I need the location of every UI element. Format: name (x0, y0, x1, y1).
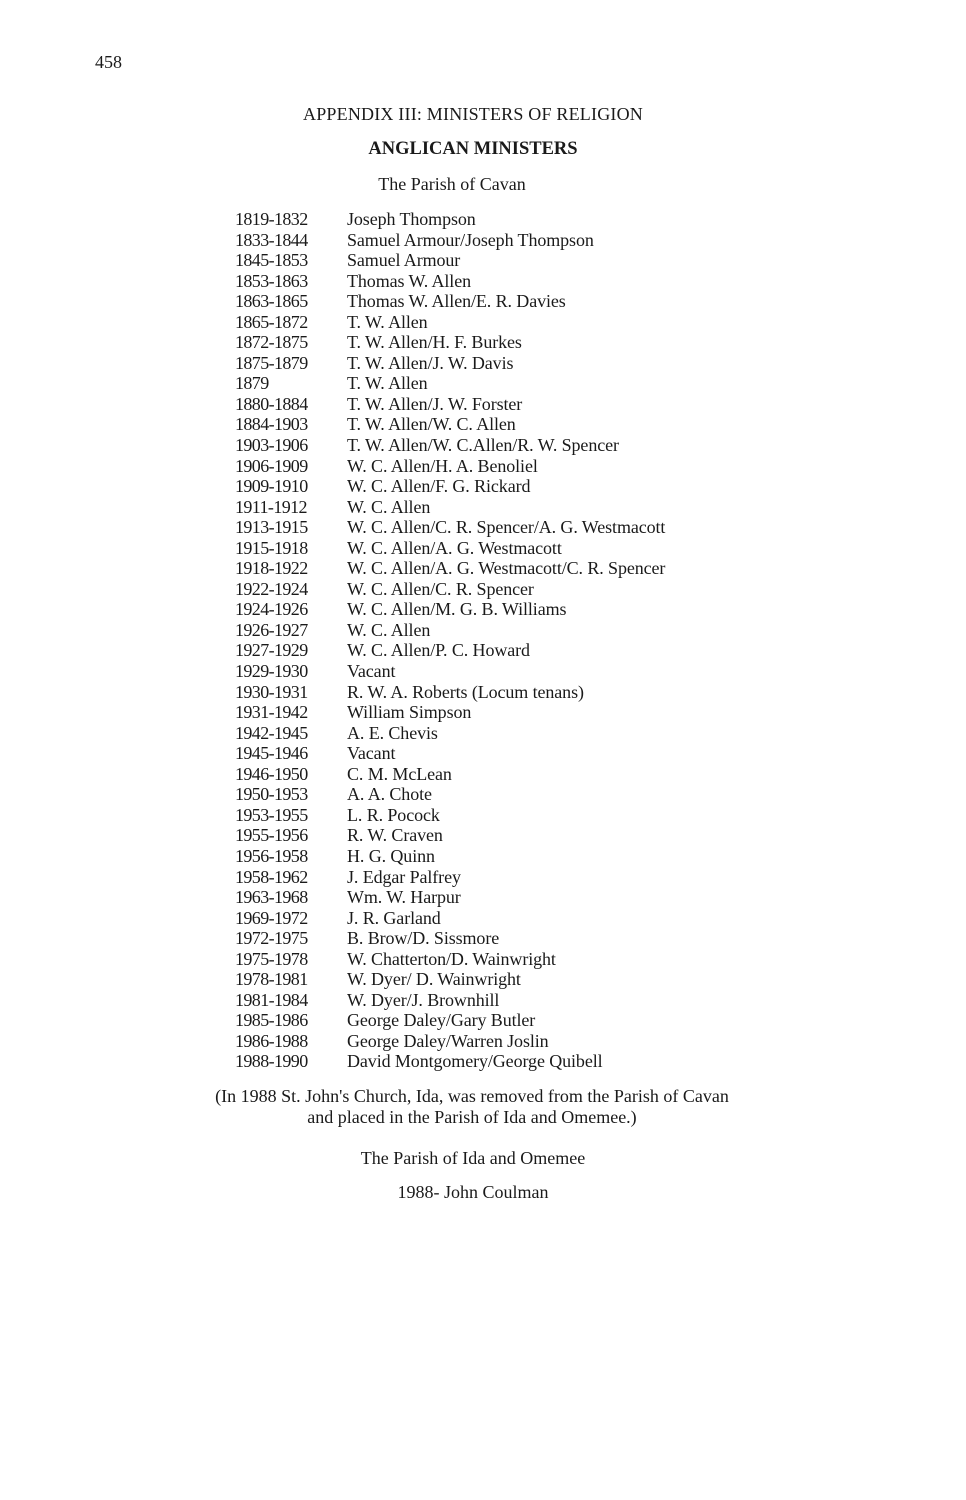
minister-years: 1929-1930 (235, 661, 308, 682)
minister-years: 1872-1875 (235, 332, 308, 353)
minister-name: H. G. Quinn (347, 845, 435, 866)
minister-row (235, 579, 665, 600)
minister-row (235, 517, 665, 538)
minister-name: Wm. W. Harpur (347, 887, 461, 908)
minister-name: W. C. Allen/F. G. Rickard (347, 476, 531, 497)
minister-row (235, 949, 665, 970)
minister-years: 1865-1872 (235, 311, 308, 332)
minister-years: 1958-1962 (235, 866, 308, 887)
minister-row (235, 702, 665, 723)
minister-row (235, 558, 665, 579)
minister-years: 1988-1990 (235, 1051, 308, 1072)
minister-name: Samuel Armour/Joseph Thompson (347, 229, 594, 250)
minister-years: 1909-1910 (235, 476, 308, 497)
minister-name: Thomas W. Allen/E. R. Davies (347, 291, 566, 312)
minister-years: 1853-1863 (235, 270, 308, 291)
minister-row (235, 908, 665, 929)
minister-years: 1879 (235, 373, 269, 394)
section-title: ANGLICAN MINISTERS (368, 139, 578, 159)
minister-row (235, 743, 665, 764)
minister-row (235, 599, 665, 620)
minister-years: 1906-1909 (235, 455, 308, 476)
minister-years: 1972-1975 (235, 928, 308, 949)
minister-years: 1875-1879 (235, 352, 308, 373)
minister-row (235, 1051, 665, 1072)
minister-row (235, 538, 665, 559)
minister-row (235, 969, 665, 990)
minister-name: W. C. Allen (347, 496, 431, 517)
minister-name: W. C. Allen/C. R. Spencer/A. G. Westmacott (347, 517, 666, 538)
minister-name: William Simpson (347, 702, 472, 723)
minister-name: Joseph Thompson (347, 209, 476, 229)
minister-name: W. C. Allen/P. C. Howard (347, 640, 530, 661)
minister-name: W. C. Allen/C. R. Spencer (347, 578, 534, 599)
minister-years: 1922-1924 (235, 578, 308, 599)
parish-note-line-2: and placed in the Parish of Ida and Omemee.) (307, 1107, 637, 1127)
minister-row (235, 661, 665, 682)
parish-ida-title: The Parish of Ida and Omemee (360, 1148, 586, 1168)
parish-cavan-title: The Parish of Cavan (378, 174, 526, 194)
minister-row (235, 640, 665, 661)
minister-name: B. Brow/D. Sissmore (347, 928, 500, 949)
minister-row (235, 867, 665, 888)
minister-row (235, 476, 665, 497)
minister-name: Samuel Armour (347, 250, 461, 271)
minister-years: 1975-1978 (235, 948, 308, 969)
minister-name: C. M. McLean (347, 763, 452, 784)
minister-years: 1985-1986 (235, 1010, 308, 1031)
minister-row (235, 620, 665, 641)
minister-name: Vacant (347, 743, 396, 764)
minister-years: 1927-1929 (235, 640, 308, 661)
minister-name: W. C. Allen/A. G. Westmacott (347, 537, 562, 558)
minister-years: 1845-1853 (235, 250, 308, 271)
minister-row (235, 456, 665, 477)
minister-row (235, 353, 665, 374)
minister-name: George Daley/Warren Joslin (347, 1030, 549, 1051)
minister-years: 1926-1927 (235, 619, 308, 640)
minister-name: T. W. Allen/W. C.Allen/R. W. Spencer (347, 435, 619, 456)
minister-name: A. E. Chevis (347, 722, 438, 743)
minister-row (235, 825, 665, 846)
minister-name: T. W. Allen (347, 311, 428, 332)
minister-row (235, 846, 665, 867)
ministers-list (235, 209, 665, 1072)
minister-years: 1963-1968 (235, 887, 308, 908)
minister-name: W. Chatterton/D. Wainwright (347, 948, 556, 969)
minister-row (235, 435, 665, 456)
minister-row (235, 497, 665, 518)
minister-years: 1956-1958 (235, 845, 308, 866)
minister-years: 1884-1903 (235, 414, 308, 435)
minister-row (235, 312, 665, 333)
minister-years: 1903-1906 (235, 435, 308, 456)
minister-row (235, 373, 665, 394)
minister-name: W. C. Allen/M. G. B. Williams (347, 599, 567, 620)
minister-name: R. W. Craven (347, 825, 443, 846)
minister-years: 1924-1926 (235, 599, 308, 620)
minister-name: A. A. Chote (347, 784, 432, 805)
minister-name: Thomas W. Allen (347, 270, 471, 291)
minister-years: 1918-1922 (235, 558, 308, 579)
minister-row (235, 990, 665, 1011)
minister-name: W. Dyer/ D. Wainwright (347, 969, 521, 990)
minister-name: W. C. Allen/A. G. Westmacott/C. R. Spencer (347, 558, 666, 579)
minister-row (235, 887, 665, 908)
minister-row (235, 1031, 665, 1052)
minister-years: 1969-1972 (235, 907, 308, 928)
minister-years: 1986-1988 (235, 1030, 308, 1051)
minister-row (235, 250, 665, 271)
minister-years: 1981-1984 (235, 989, 308, 1010)
minister-row (235, 723, 665, 744)
minister-row (235, 271, 665, 292)
minister-row (235, 209, 665, 230)
minister-years: 1930-1931 (235, 681, 308, 702)
minister-years: 1953-1955 (235, 804, 308, 825)
minister-name: J. Edgar Palfrey (347, 866, 461, 887)
minister-row (235, 332, 665, 353)
minister-years: 1863-1865 (235, 291, 308, 312)
minister-years: 1945-1946 (235, 743, 308, 764)
parish-ida-entry: 1988- John Coulman (397, 1182, 549, 1202)
minister-name: W. C. Allen (347, 619, 431, 640)
minister-row (235, 805, 665, 826)
minister-years: 1978-1981 (235, 969, 308, 990)
appendix-title: APPENDIX III: MINISTERS OF RELIGION (303, 104, 643, 124)
minister-name: W. Dyer/J. Brownhill (347, 989, 500, 1010)
minister-years: 1833-1844 (235, 229, 308, 250)
minister-years: 1946-1950 (235, 763, 308, 784)
parish-note (0, 1086, 944, 1128)
minister-years: 1911-1912 (235, 496, 307, 517)
minister-name: W. C. Allen/H. A. Benoliel (347, 455, 538, 476)
minister-row (235, 394, 665, 415)
minister-years: 1950-1953 (235, 784, 308, 805)
minister-years: 1955-1956 (235, 825, 308, 846)
minister-row (235, 1010, 665, 1031)
minister-name: Vacant (347, 661, 396, 682)
minister-name: L. R. Pocock (347, 804, 440, 825)
minister-row (235, 764, 665, 785)
minister-years: 1942-1945 (235, 722, 308, 743)
minister-row (235, 291, 665, 312)
minister-years: 1819-1832 (235, 209, 308, 229)
minister-name: T. W. Allen/J. W. Forster (347, 393, 523, 414)
minister-row (235, 928, 665, 949)
parish-note-line-1: (In 1988 St. John's Church, Ida, was removed from the Parish of Cavan (215, 1086, 729, 1106)
minister-row (235, 784, 665, 805)
minister-name: J. R. Garland (347, 907, 441, 928)
minister-years: 1880-1884 (235, 393, 308, 414)
minister-years: 1931-1942 (235, 702, 308, 723)
minister-years: 1913-1915 (235, 517, 308, 538)
page-number: 458 (95, 52, 122, 72)
minister-name: T. W. Allen/W. C. Allen (347, 414, 516, 435)
minister-name: R. W. A. Roberts (Locum tenans) (347, 681, 584, 702)
minister-name: George Daley/Gary Butler (347, 1010, 536, 1031)
minister-name: David Montgomery/George Quibell (347, 1051, 603, 1072)
minister-years: 1915-1918 (235, 537, 308, 558)
minister-row (235, 682, 665, 703)
minister-name: T. W. Allen/H. F. Burkes (347, 332, 522, 353)
minister-name: T. W. Allen (347, 373, 428, 394)
minister-row (235, 230, 665, 251)
minister-row (235, 414, 665, 435)
minister-name: T. W. Allen/J. W. Davis (347, 352, 514, 373)
